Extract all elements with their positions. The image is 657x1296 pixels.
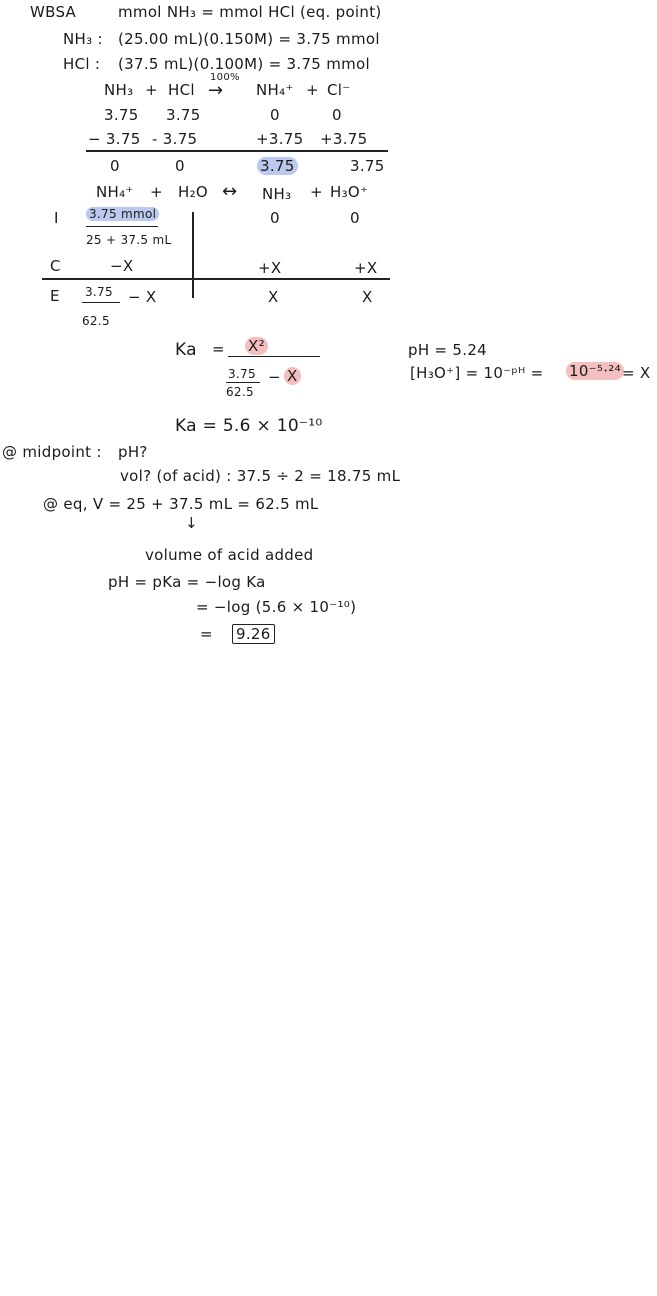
rxn1-final-b: 0	[175, 157, 185, 175]
ka-expr-den-denominator: 62.5	[226, 385, 254, 399]
rxn1-reactant-b: HCl	[168, 81, 195, 99]
rxn1-final-d: 3.75	[350, 157, 385, 175]
volume-acid-added: volume of acid added	[145, 546, 314, 564]
ice-change-reactant: −X	[110, 257, 134, 275]
ka-expr-den-x: X	[284, 367, 301, 385]
rxn1-change-b: - 3.75	[152, 130, 198, 148]
ice-row-i: I	[54, 209, 59, 227]
ice-equil-product-b: X	[362, 288, 373, 306]
ka-expr-den-numerator: 3.75	[228, 367, 256, 381]
ice-initial-fraction-bar	[86, 226, 158, 227]
ice-initial-numerator: 3.75 mmol	[86, 207, 159, 221]
rxn2-plus-1: +	[150, 183, 163, 201]
ice-equil-product-a: X	[268, 288, 279, 306]
nh3-calc: (25.00 mL)(0.150M) = 3.75 mmol	[118, 30, 380, 48]
rxn1-plus-2: +	[306, 81, 319, 99]
rxn2-product-b: H₃O⁺	[330, 183, 369, 201]
rxn1-initial-d: 0	[332, 106, 342, 124]
hcl-label: HCl :	[63, 55, 101, 73]
neg-log-line: = −log (5.6 × 10⁻¹⁰)	[196, 598, 357, 616]
ice-change-product-a: +X	[258, 259, 282, 277]
rxn2-reactant-a: NH₄⁺	[96, 183, 134, 201]
rxn1-product-a: NH₄⁺	[256, 81, 294, 99]
rxn1-change-c: +3.75	[256, 130, 304, 148]
ice-initial-denominator: 25 + 37.5 mL	[86, 233, 172, 247]
header-relation: mmol NH₃ = mmol HCl (eq. point)	[118, 3, 382, 21]
rxn2-arrow: ↔	[222, 181, 238, 202]
rxn1-product-b: Cl⁻	[327, 81, 351, 99]
ice-change-product-b: +X	[354, 259, 378, 277]
rxn1-initial-b: 3.75	[166, 106, 201, 124]
rxn1-initial-c: 0	[270, 106, 280, 124]
rxn1-arrow-label: 100%	[210, 72, 240, 83]
nh3-label: NH₃ :	[63, 30, 103, 48]
ka-expr-equals: =	[212, 340, 225, 358]
ka-expr-inner-bar	[226, 382, 260, 383]
ice-equil-fraction-bar	[82, 302, 120, 303]
ice-initial-product-b: 0	[350, 209, 360, 227]
answer-equals: =	[200, 625, 213, 643]
ice-row-separator	[42, 278, 390, 280]
down-arrow-icon: ↓	[185, 514, 198, 532]
header-label: WBSA	[30, 3, 77, 21]
ka-result: Ka = 5.6 × 10⁻¹⁰	[175, 416, 323, 436]
midpoint-eq-line: @ eq, V = 25 + 37.5 mL = 62.5 mL	[43, 495, 319, 513]
rxn2-product-a: NH₃	[262, 185, 292, 203]
rxn1-sum-rule	[86, 150, 388, 152]
ice-vertical-rule	[192, 212, 194, 298]
rxn1-arrow: →	[208, 80, 224, 101]
final-answer: 9.26	[232, 624, 275, 644]
midpoint-vol-line: vol? (of acid) : 37.5 ÷ 2 = 18.75 mL	[120, 467, 401, 485]
ice-initial-product-a: 0	[270, 209, 280, 227]
ice-equil-minus-x: − X	[128, 288, 157, 306]
ka-expr-den-minus: −	[268, 368, 281, 386]
ka-expr-numerator: X²	[245, 337, 268, 355]
rxn2-plus-2: +	[310, 183, 323, 201]
rxn1-final-a: 0	[110, 157, 120, 175]
rxn1-plus-1: +	[145, 81, 158, 99]
rxn1-change-a: − 3.75	[88, 130, 141, 148]
ka-expr-lhs: Ka	[175, 340, 197, 360]
ice-row-c: C	[50, 257, 61, 275]
rxn2-reactant-b: H₂O	[178, 183, 208, 201]
given-ph: pH = 5.24	[408, 341, 488, 359]
h3o-equals-x: = X	[622, 364, 651, 382]
rxn1-reactant-a: NH₃	[104, 81, 134, 99]
rxn1-change-d: +3.75	[320, 130, 368, 148]
rxn1-final-c: 3.75	[257, 157, 298, 175]
midpoint-question: pH?	[118, 443, 148, 461]
hcl-calc: (37.5 mL)(0.100M) = 3.75 mmol	[118, 55, 370, 73]
midpoint-label: @ midpoint :	[2, 443, 102, 461]
ph-equals-pka: pH = pKa = −log Ka	[108, 573, 266, 591]
rxn1-initial-a: 3.75	[104, 106, 139, 124]
h3o-value: 10⁻⁵·²⁴	[566, 362, 624, 380]
h3o-expression: [H₃O⁺] = 10⁻ᵖᴴ =	[410, 364, 544, 382]
ka-expr-fraction-bar	[228, 356, 320, 357]
ice-equil-numerator: 3.75	[85, 285, 113, 299]
ice-equil-denominator: 62.5	[82, 314, 110, 328]
ice-row-e: E	[50, 287, 60, 305]
